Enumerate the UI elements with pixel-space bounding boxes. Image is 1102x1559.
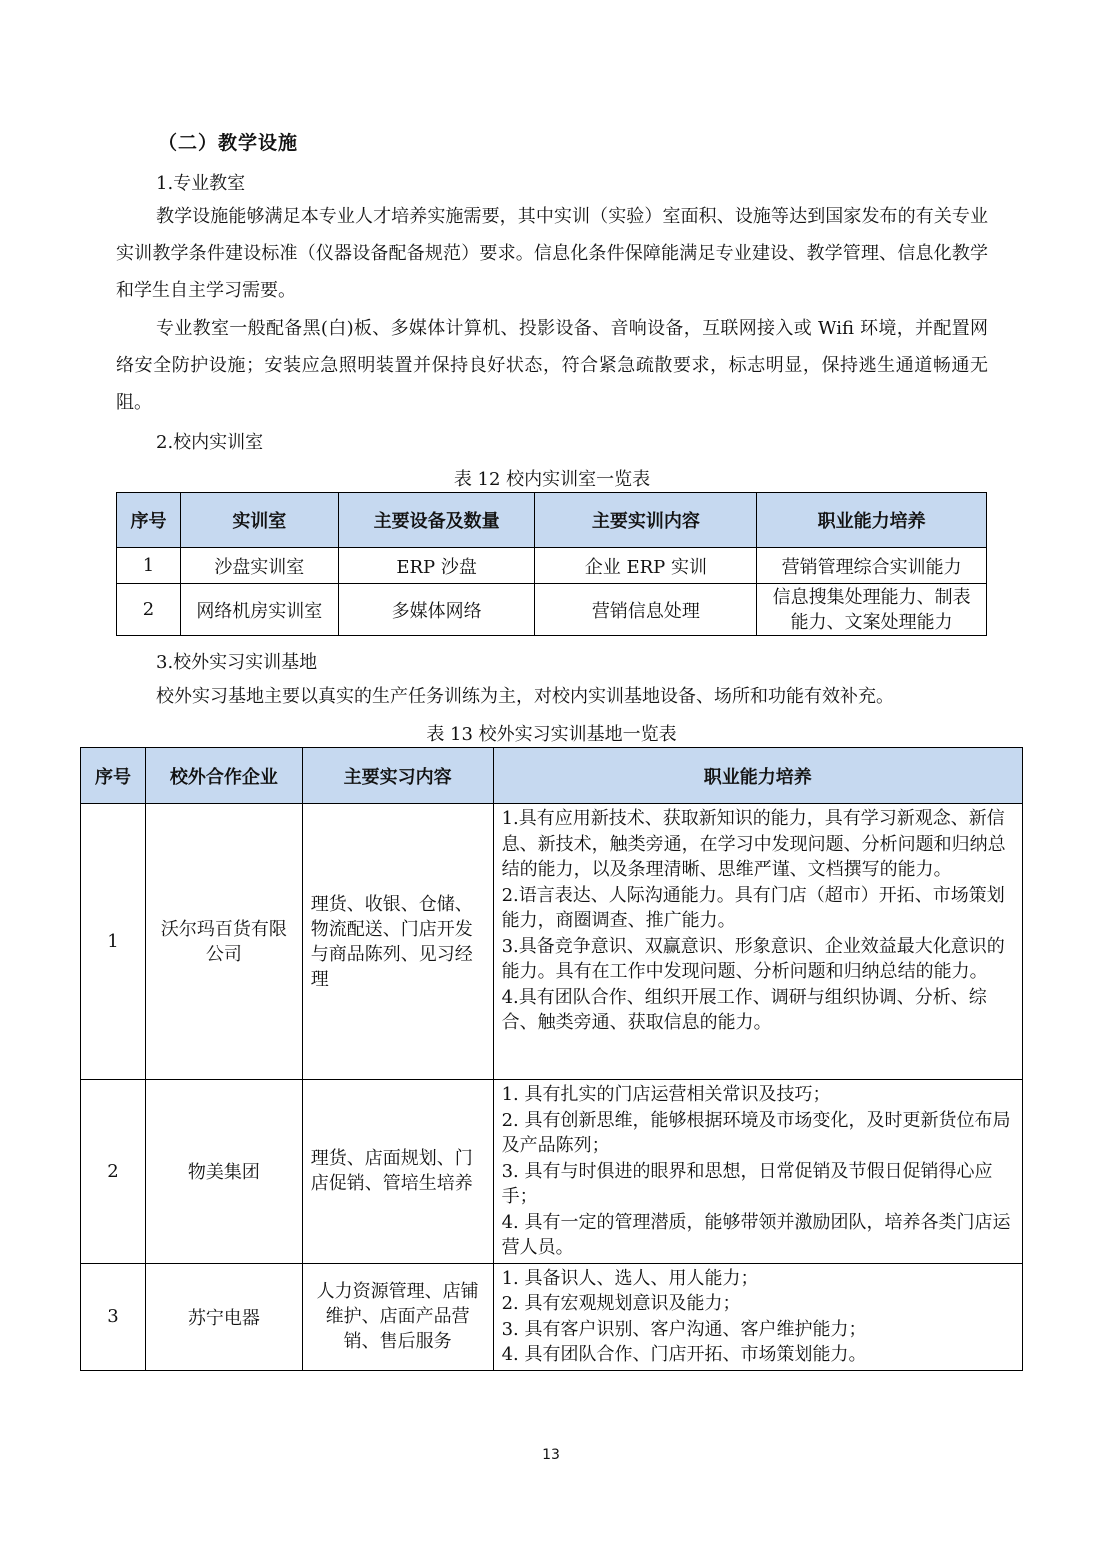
page-number: 13 xyxy=(542,1447,560,1463)
table-cell: 2 xyxy=(117,584,181,636)
ability-item: 3.具备竞争意识、双赢意识、形象意识、企业效益最大化意识的能力。具有在工作中发现问题、分析问题和归纳总结的能力。 xyxy=(501,935,1005,982)
table13-caption: 表 13 校外实习实训基地一览表 xyxy=(426,724,677,745)
subsection-title-internal-lab: 2.校内实训室 xyxy=(156,432,264,453)
table-cell-abilities xyxy=(493,1080,1022,1264)
table-cell: 3 xyxy=(81,1263,146,1370)
table-cell: 网络机房实训室 xyxy=(180,584,338,636)
table-cell: 沃尔玛百货有限公司 xyxy=(145,804,302,1080)
paragraph-classroom-equipment: 专业教室一般配备黑(白)板、多媒体计算机、投影设备、音响设备，互联网接入或 Wifi 环境，并配置网络安全防护设施；安装应急照明装置并保持良好状态，符合紧急疏散要求，标志明显，保持逃生通道畅通无阻。 xyxy=(116,318,988,413)
table12-header-row xyxy=(117,493,987,548)
table12-header-content: 主要实训内容 xyxy=(535,493,757,548)
table13-header-company: 校外合作企业 xyxy=(145,748,302,804)
table13-header-ability: 职业能力培养 xyxy=(493,748,1022,804)
ability-item: 4. 具有团队合作、门店开拓、市场策划能力。 xyxy=(501,1344,867,1365)
table-cell: 理货、店面规划、门店促销、管培生培养 xyxy=(302,1080,493,1264)
table-row xyxy=(81,1080,1023,1264)
table-cell: ERP 沙盘 xyxy=(338,548,535,584)
table13-header-no: 序号 xyxy=(81,748,146,804)
ability-item: 3. 具有与时俱进的眼界和思想，日常促销及节假日促销得心应手； xyxy=(501,1160,993,1207)
ability-item: 1.具有应用新技术、获取新知识的能力，具有学习新观念、新信息、新技术，触类旁通，在学习中发现问题、分析问题和归纳总结的能力，以及条理清晰、思维严谨、文档撰写的能力。 xyxy=(501,808,1006,880)
table12-header-lab: 实训室 xyxy=(180,493,338,548)
table-cell: 营销信息处理 xyxy=(535,584,757,636)
table-cell: 理货、收银、仓储、物流配送、门店开发与商品陈列、见习经理 xyxy=(302,804,493,1080)
subsection-title-classroom: 1.专业教室 xyxy=(156,173,246,194)
ability-item: 2. 具有宏观规划意识及能力； xyxy=(501,1293,741,1314)
ability-item: 2.语言表达、人际沟通能力。具有门店（超市）开拓、市场策划能力，商圈调查、推广能力。 xyxy=(501,884,1005,931)
table-cell: 苏宁电器 xyxy=(145,1263,302,1370)
table-row xyxy=(81,1263,1023,1370)
table13-header-row xyxy=(81,748,1023,804)
table12-internal-labs xyxy=(116,492,987,636)
table-cell: 多媒体网络 xyxy=(338,584,535,636)
table-row xyxy=(117,584,987,636)
table-cell: 沙盘实训室 xyxy=(180,548,338,584)
table-cell: 人力资源管理、店铺维护、店面产品营销、售后服务 xyxy=(302,1263,493,1370)
table12-header-no: 序号 xyxy=(117,493,181,548)
table-cell-abilities xyxy=(493,804,1022,1080)
ability-item: 1. 具有扎实的门店运营相关常识及技巧； xyxy=(501,1084,831,1105)
ability-item: 4. 具有一定的管理潜质，能够带领并激励团队，培养各类门店运营人员。 xyxy=(501,1211,1011,1258)
table13-header-content: 主要实习内容 xyxy=(302,748,493,804)
table-row xyxy=(81,804,1023,1080)
table12-header-ability: 职业能力培养 xyxy=(757,493,987,548)
table13-external-bases xyxy=(80,747,1023,1371)
paragraph-facilities: 教学设施能够满足本专业人才培养实施需要，其中实训（实验）室面积、设施等达到国家发布的有关专业实训教学条件建设标准（仪器设备配备规范）要求。信息化条件保障能满足专业建设、教学管理、信息化教学和学生自主学习需要。 xyxy=(116,206,988,301)
table-row xyxy=(117,548,987,584)
table-cell: 营销管理综合实训能力 xyxy=(757,548,987,584)
table12-header-equipment: 主要设备及数量 xyxy=(338,493,535,548)
ability-item: 2. 具有创新思维，能够根据环境及市场变化，及时更新货位布局及产品陈列； xyxy=(501,1109,1011,1156)
table12-caption: 表 12 校内实训室一览表 xyxy=(453,469,651,490)
table-cell: 1 xyxy=(117,548,181,584)
section-heading: （二）教学设施 xyxy=(158,132,299,154)
table-cell: 物美集团 xyxy=(145,1080,302,1264)
subsection-title-external-base: 3.校外实习实训基地 xyxy=(156,652,318,673)
paragraph-external-base: 校外实习基地主要以真实的生产任务训练为主，对校内实训基地设备、场所和功能有效补充。 xyxy=(156,686,894,707)
ability-item: 1. 具备识人、选人、用人能力； xyxy=(501,1267,759,1289)
ability-item: 4.具有团队合作、组织开展工作、调研与组织协调、分析、综合、触类旁通、获取信息的能力。 xyxy=(501,986,987,1033)
table-cell: 1 xyxy=(81,804,146,1080)
ability-item: 3. 具有客户识别、客户沟通、客户维护能力； xyxy=(501,1318,867,1340)
table-cell: 企业 ERP 实训 xyxy=(535,548,757,584)
table-cell: 2 xyxy=(81,1080,146,1264)
table-cell-abilities xyxy=(493,1263,1022,1370)
table-cell: 信息搜集处理能力、制表能力、文案处理能力 xyxy=(757,584,987,636)
